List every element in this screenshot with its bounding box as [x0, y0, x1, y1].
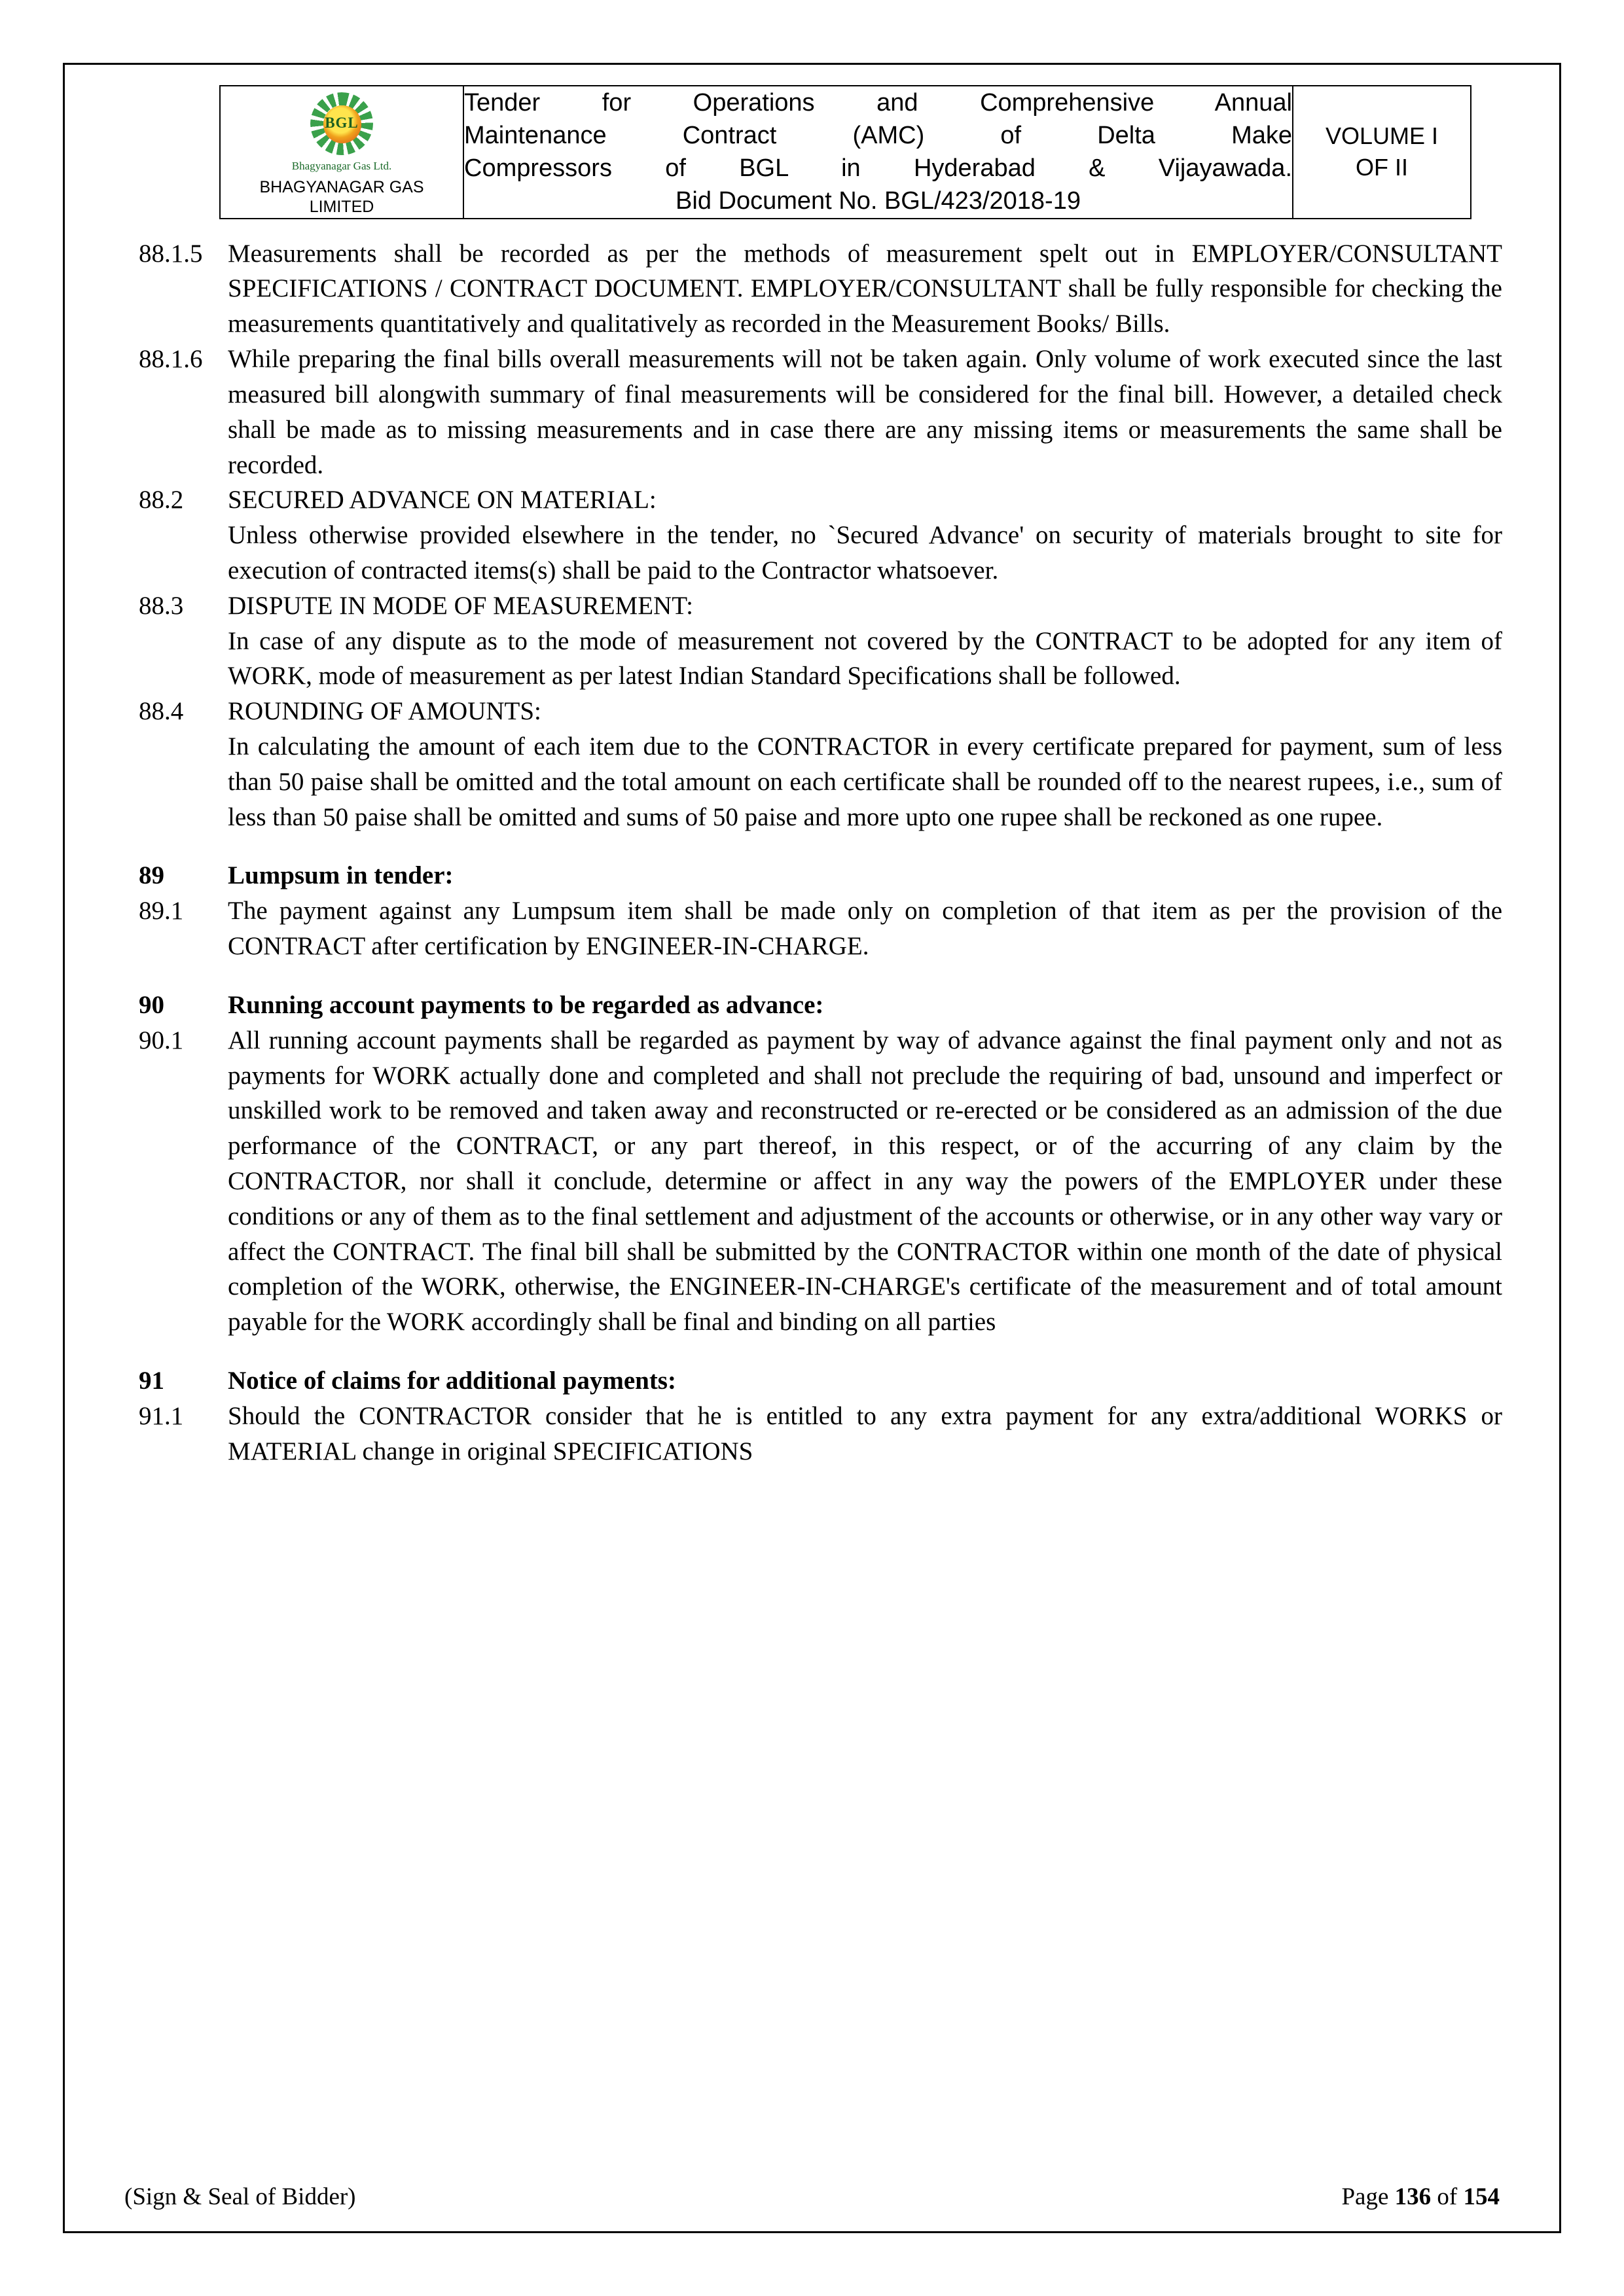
header-logo-cell [220, 86, 463, 219]
logo-subtext: Bhagyanagar Gas Ltd. [291, 160, 392, 173]
document-body [124, 236, 1502, 1469]
header-volume-cell [1293, 86, 1471, 219]
clause-91-1-text: Should the CONTRACTOR consider that he is entitled to any extra payment for any extra/additional WORKS or MATERIAL change in original SPECIFICATIONS [228, 1401, 1502, 1465]
clause-88-4-title: ROUNDING OF AMOUNTS: [228, 697, 541, 726]
clause-88-1-5-text: Measurements shall be recorded as per the methods of measurement spelt out in EMPLOYER/CONSULTANT SPECIFICATIONS / CONTRACT DOCUMENT. EMPLOYER/CONSULTANT shall be fully responsible for checking the measurements quantitatively and qualitatively as recorded in the Measurement Books/ Bills. [228, 239, 1502, 338]
volume-line1: VOLUME I [1325, 122, 1439, 149]
clause-90-1-text: All running account payments shall be regarded as payment by way of advance against the final payment only and not as payments for WORK actually done and completed and shall not preclude the requiring of bad, unsound and imperfect or unskilled work to be removed and taken away and reconstructed or re-erected or be considered as an admission of the due performance of the CONTRACT, or any part thereof, in this respect, or of the accurring of any claim by the CONTRACTOR, nor shall it conclude, determine or affect in any way the powers of the EMPLOYER under these conditions or any of them as to the final settlement and adjustment of the accounts or otherwise, or in any other way vary or affect the CONTRACT. The final bill shall be submitted by the CONTRACTOR within one month of the date of physical completion of the WORK, otherwise, the ENGINEER-IN-CHARGE's certificate of the measurement and of total amount payable for the WORK accordingly shall be final and binding on all parties [228, 1026, 1502, 1336]
section-89-number: 89 [139, 861, 164, 890]
footer-page-indicator [1341, 2183, 1500, 2211]
header-title-cell [463, 86, 1293, 219]
section-89-heading [124, 858, 1502, 893]
clause-88-1-5-number: 88.1.5 [139, 239, 203, 268]
footer-of-word: of [1437, 2183, 1458, 2210]
clause-88-1-6-number: 88.1.6 [139, 345, 203, 374]
company-name-line2: LIMITED [309, 197, 374, 216]
section-90-title: Running account payments to be regarded as advance: [228, 990, 824, 1019]
company-name-line1: BHAGYANAGAR GAS [259, 178, 424, 197]
footer-page-number: 136 [1394, 2183, 1432, 2210]
company-name [221, 178, 463, 217]
header-title-line1: Tender for Operations and Comprehensive Annual [464, 89, 1292, 117]
clause-88-3-number: 88.3 [139, 591, 184, 620]
footer-signature-label: (Sign & Seal of Bidder) [124, 2183, 356, 2210]
header-bid-document-no: Bid Document No. BGL/423/2018-19 [676, 187, 1081, 215]
footer-page-word: Page [1341, 2183, 1389, 2210]
clause-88-1-6-text: While preparing the final bills overall measurements will not be taken again. Only volume of work executed since the last measured bill alongwith summary of final measurements will be considered for the final bill. However, a detailed check shall be made as to missing measurements and in case there are any missing items or measurements the same shall be recorded. [228, 345, 1502, 479]
clause-89-1-number: 89.1 [139, 897, 184, 925]
section-91-number: 91 [139, 1367, 164, 1395]
clause-88-2-text: Unless otherwise provided elsewhere in the tender, no `Secured Advance' on security of materials brought to site for execution of contracted items(s) shall be paid to the Contractor whatsoever. [228, 521, 1502, 584]
clause-91-1 [124, 1399, 1502, 1469]
clause-89-1-text: The payment against any Lumpsum item shall be made only on completion of that item as per the provision of the CONTRACT after certification by ENGINEER-IN-CHARGE. [228, 897, 1502, 961]
clause-88-2-number: 88.2 [139, 486, 184, 514]
clause-89-1 [124, 893, 1502, 964]
logo-monogram: BGL [325, 115, 359, 132]
section-90-heading [124, 988, 1502, 1023]
clause-88-2-title: SECURED ADVANCE ON MATERIAL: [228, 486, 657, 514]
header-title-line3: Compressors of BGL in Hyderabad & Vijayawada. [464, 154, 1292, 183]
clause-88-4 [124, 694, 1502, 729]
clause-88-3 [124, 588, 1502, 624]
document-header-table [219, 85, 1471, 219]
company-logo [221, 91, 463, 217]
clause-88-1-6 [124, 342, 1502, 482]
section-91-heading [124, 1363, 1502, 1399]
page-footer [124, 2183, 1500, 2211]
clause-88-1-5 [124, 236, 1502, 342]
gas-logo-icon [306, 91, 377, 159]
clause-88-3-text: In case of any dispute as to the mode of measurement not covered by the CONTRACT to be adopted for any item of WORK, mode of measurement as per latest Indian Standard Specifications shall be followed. [228, 626, 1502, 691]
clause-88-4-number: 88.4 [139, 697, 184, 726]
clause-90-1 [124, 1023, 1502, 1340]
clause-90-1-number: 90.1 [139, 1026, 184, 1054]
clause-88-3-title: DISPUTE IN MODE OF MEASUREMENT: [228, 591, 693, 620]
clause-91-1-number: 91.1 [139, 1401, 184, 1430]
section-90-number: 90 [139, 990, 164, 1019]
section-89-title: Lumpsum in tender: [228, 861, 454, 890]
clause-88-4-text: In calculating the amount of each item due to the CONTRACTOR in every certificate prepared for payment, sum of less than 50 paise shall be omitted and the total amount on each certificate shall be rounded off to the nearest rupees, i.e., sum of less than 50 paise shall be omitted and sums of 50 paise and more upto one rupee shall be reckoned as one rupee. [228, 732, 1502, 831]
clause-88-2 [124, 482, 1502, 518]
section-91-title: Notice of claims for additional payments: [228, 1367, 676, 1395]
volume-line2: OF II [1356, 154, 1408, 181]
page-content [124, 85, 1502, 1469]
footer-total-pages: 154 [1463, 2183, 1500, 2210]
header-title-line2: Maintenance Contract (AMC) of Delta Make [464, 122, 1292, 150]
